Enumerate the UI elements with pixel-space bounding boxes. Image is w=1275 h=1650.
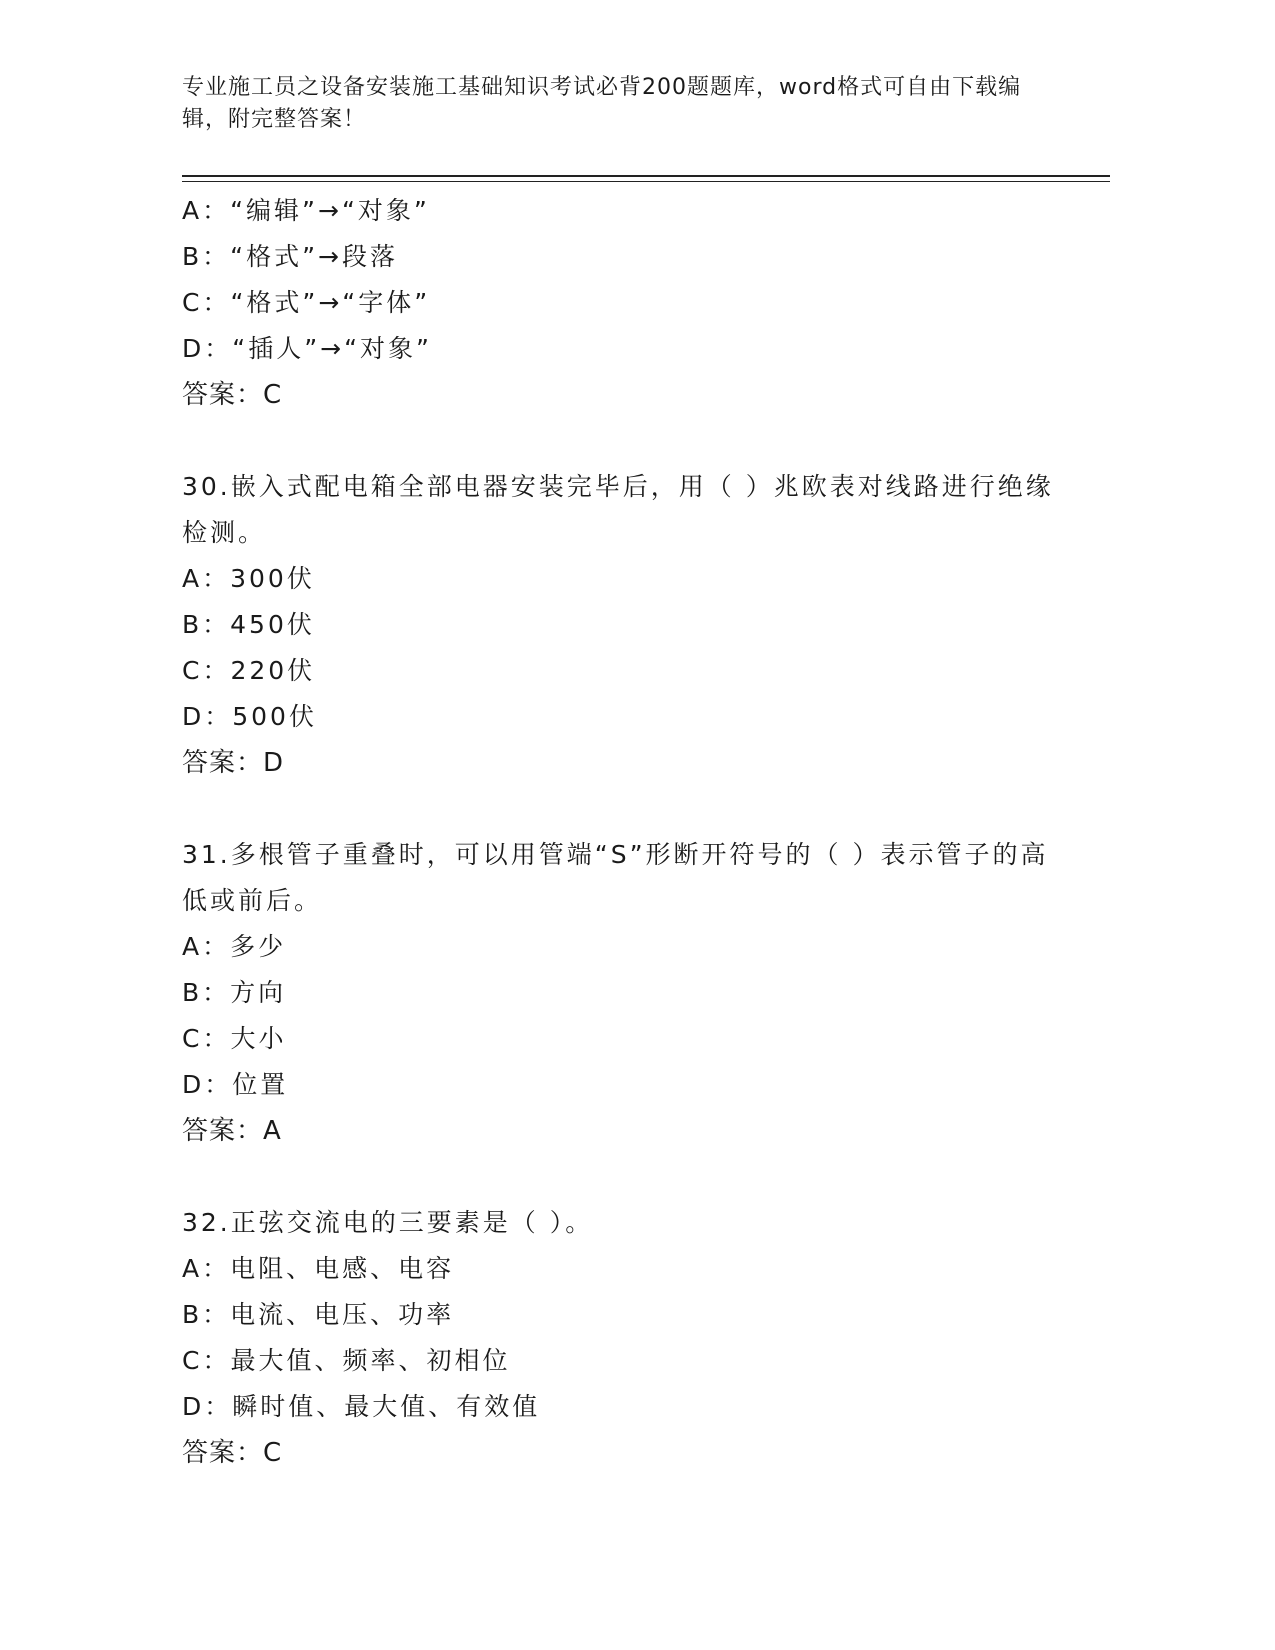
option-d: D：位置 [182, 1070, 289, 1099]
document-header: 专业施工员之设备安装施工基础知识考试必背200题题库，word格式可自由下载编辑，附完整答案！ [182, 75, 1022, 132]
option-d: D：瞬时值、最大值、有效值 [182, 1392, 541, 1421]
option-a: A：“编辑”→“对象” [182, 196, 430, 225]
option-a: A：电阻、电感、电容 [182, 1254, 455, 1283]
header-rule-thick [182, 175, 1110, 177]
option-c: C：220伏 [182, 656, 316, 685]
option-b: B：450伏 [182, 610, 315, 639]
answer: 答案：A [182, 1116, 282, 1146]
header-rule-thin [182, 181, 1110, 182]
option-c: C：最大值、频率、初相位 [182, 1346, 511, 1375]
question-32 [182, 1200, 1082, 1476]
question-29-continued [182, 188, 1082, 418]
question-text: 32.正弦交流电的三要素是（ ）。 [182, 1208, 594, 1237]
answer: 答案：C [182, 380, 283, 410]
option-a: A：300伏 [182, 564, 315, 593]
document-body [182, 188, 1082, 1476]
question-text: 30.嵌入式配电箱全部电器安装完毕后，用（ ）兆欧表对线路进行绝缘检测。 [182, 472, 1054, 547]
question-31 [182, 832, 1082, 1154]
option-d: D：500伏 [182, 702, 317, 731]
answer: 答案：C [182, 1438, 283, 1468]
option-a: A：多少 [182, 932, 287, 961]
option-c: C：“格式”→“字体” [182, 288, 431, 317]
question-30 [182, 464, 1082, 786]
option-c: C：大小 [182, 1024, 287, 1053]
option-b: B：电流、电压、功率 [182, 1300, 455, 1329]
answer: 答案：D [182, 748, 285, 778]
option-b: B：方向 [182, 978, 287, 1007]
question-text: 31.多根管子重叠时，可以用管端“S”形断开符号的（ ）表示管子的高低或前后。 [182, 840, 1049, 915]
option-d: D：“插人”→“对象” [182, 334, 433, 363]
option-b: B：“格式”→段落 [182, 242, 399, 271]
